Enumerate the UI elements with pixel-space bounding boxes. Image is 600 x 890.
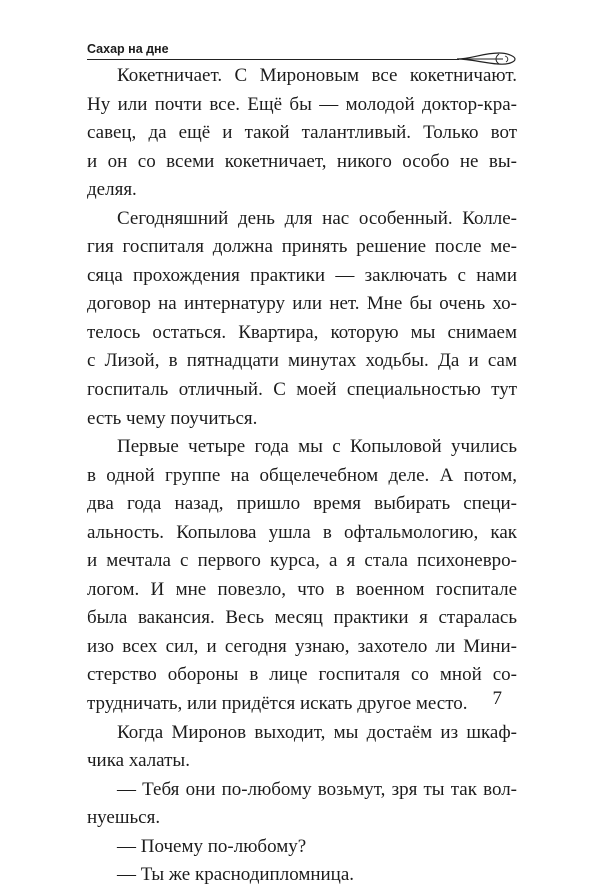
text-line: стерство обороны в лице госпиталя со мной со-: [87, 664, 517, 686]
text-line: изо всех сил, и сегодня узнаю, захотело ли Мини-: [87, 635, 517, 657]
running-title: Сахар на дне: [87, 42, 169, 56]
text-line: и он со всеми кокетничает, никого особо не вы-: [87, 150, 517, 172]
text-line: Кокетничает. С Мироновым все кокетничают.: [117, 65, 517, 86]
body-text: [87, 62, 517, 890]
header-rule: [87, 59, 459, 60]
text-line: — Ты же краснодипломница.: [117, 864, 355, 886]
text-line: Первые четыре года мы с Копыловой учились: [117, 436, 517, 458]
text-line: — Тебя они по-любому возьмут, зря ты так вол-: [117, 778, 517, 800]
text-line: нуешься.: [87, 807, 161, 829]
text-line: была вакансия. Весь месяц практики я старалась: [87, 607, 517, 629]
text-line: гия госпиталя должна принять решение после ме-: [87, 236, 517, 258]
text-line: альность. Копылова ушла в офтальмологию, как: [87, 521, 517, 543]
text-line: савец, да ещё и такой талантливый. Только вот: [87, 122, 517, 144]
text-line: Сегодняшний день для нас особенный. Колле-: [117, 207, 517, 229]
text-line: госпиталь отличный. С моей специальностью тут: [87, 379, 517, 401]
text-line: два года назад, пришло время выбирать специ-: [87, 493, 517, 515]
text-line: Ну или почти все. Ещё бы — молодой доктор-кра-: [87, 93, 517, 115]
text-line: — Почему по-любому?: [117, 835, 307, 857]
text-line: логом. И мне повезло, что в военном госпитале: [87, 578, 517, 600]
text-line: в одной группе на общелечебном деле. А потом,: [87, 464, 517, 486]
text-line: и мечтала с первого курса, а я стала психоневро-: [87, 550, 517, 572]
text-line: телось остаться. Квартира, которую мы снимаем: [87, 321, 517, 343]
text-line: трудничать, или придётся искать другое место.: [87, 693, 468, 715]
text-line: есть чему поучиться.: [87, 407, 258, 429]
text-line: сяца прохождения практики — заключать с нами: [87, 264, 517, 286]
text-line: договор на интернатуру или нет. Мне бы очень хо-: [87, 293, 517, 315]
text-line: деляя.: [87, 179, 137, 201]
text-line: с Лизой, в пятнадцати минутах ходьбы. Да и сам: [87, 350, 517, 372]
page-number: 7: [492, 688, 502, 709]
text-line: Когда Миронов выходит, мы достаём из шкаф-: [117, 721, 517, 743]
text-line: чика халаты.: [87, 750, 190, 772]
